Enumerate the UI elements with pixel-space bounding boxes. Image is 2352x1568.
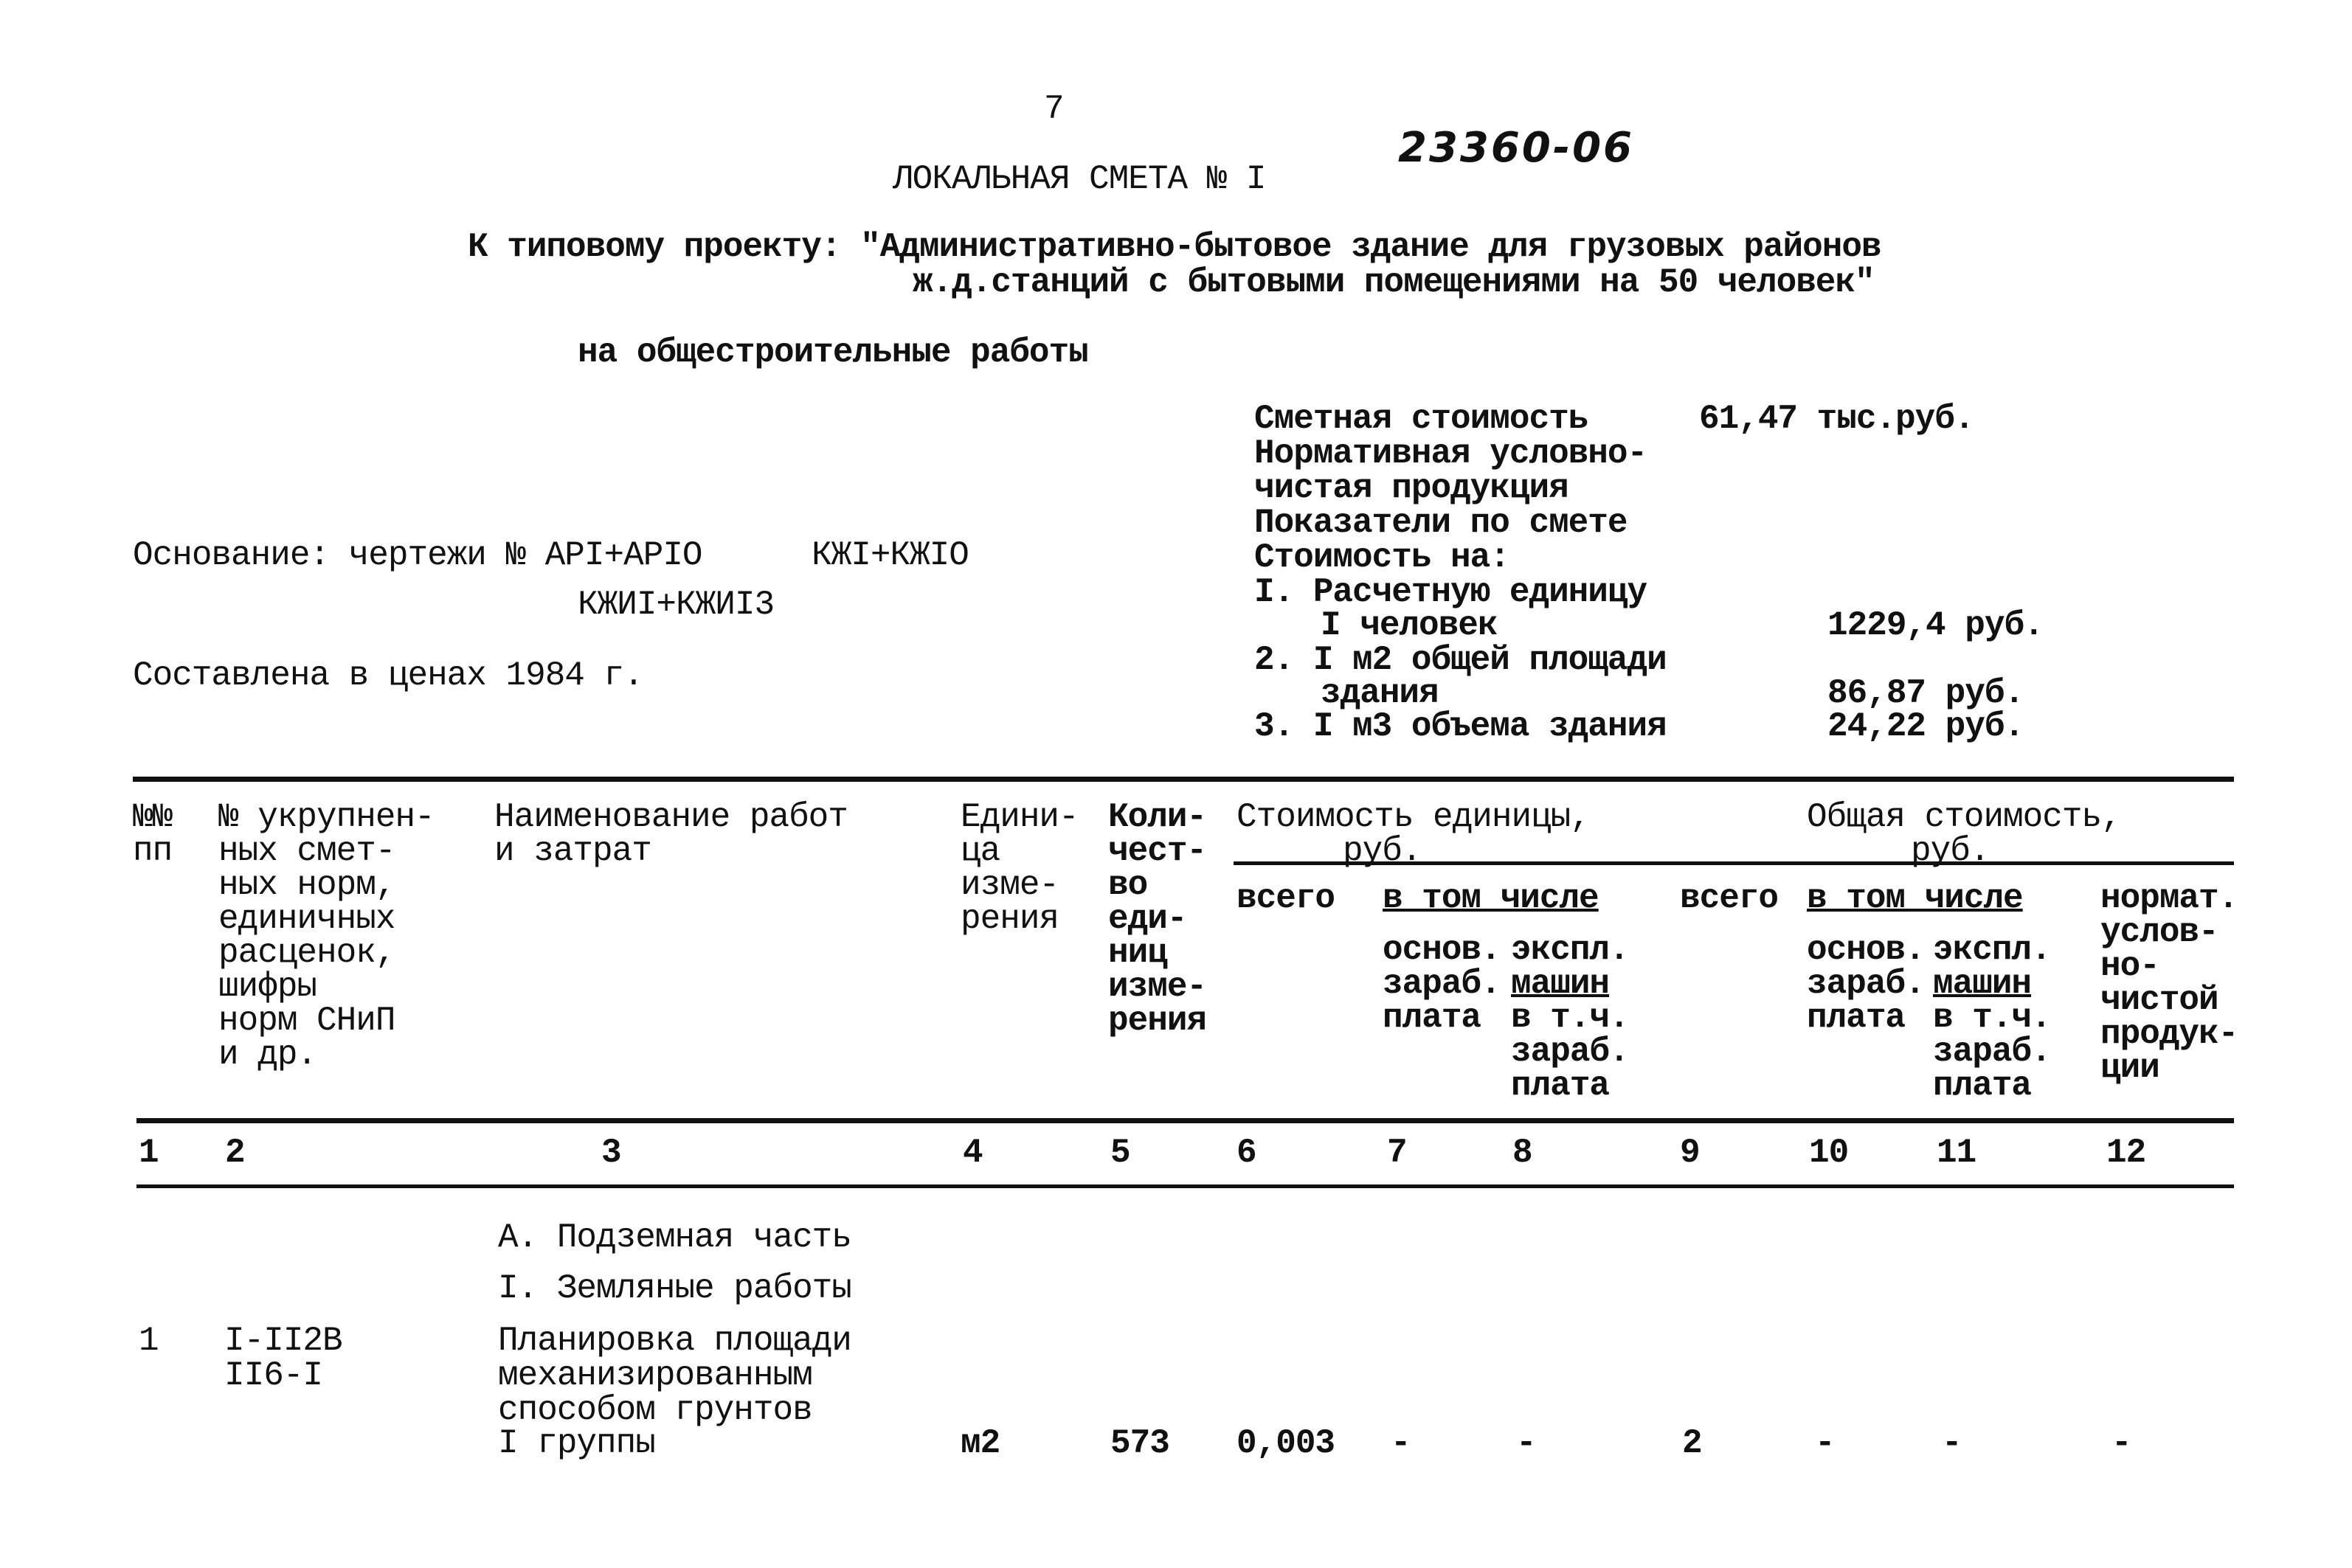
header-c8-line: плата [1511,1066,1610,1105]
header-c5-line: изме- [1108,968,1207,1006]
basis-line-2: КЖИI+КЖИI3 [578,586,775,624]
header-c4-line: рения [961,900,1059,938]
row-norm-product: - [2111,1424,2131,1463]
column-number: 2 [225,1134,245,1172]
item1-line2: I человек [1321,606,1498,645]
row-unit: м2 [961,1424,1000,1463]
header-c3-line: и затрат [494,832,651,870]
numbers-bottom-rule [136,1184,2234,1188]
header-total_cost-line: руб. [1911,832,1990,870]
header-c5-line: еди- [1108,900,1187,938]
column-number: 3 [601,1134,621,1172]
item2-line1: 2. I м2 общей площади [1254,641,1667,679]
header-c12-line: ции [2100,1049,2159,1087]
header-c2-line: шифры [218,968,317,1006]
header-total_cost-line: Общая стоимость, [1807,798,2121,836]
header-c12-line: услов- [2100,913,2218,951]
header-c5-line: рения [1108,1002,1207,1040]
header-c10_11_group-line: в том числе [1807,879,2023,917]
header-c5-line: чест- [1108,832,1207,870]
row-total-wage: - [1815,1424,1835,1463]
header-unit_cost-line: руб. [1343,832,1422,870]
cost-value: 61,47 тыс.руб. [1699,400,1974,438]
norm-line-2: чистая продукция [1254,469,1568,507]
column-number: 1 [139,1134,159,1172]
indicators-label: Показатели по смете [1254,504,1628,542]
cost-label: Сметная стоимость [1254,400,1588,438]
header-c2-line: и др. [218,1035,317,1074]
page-number: 7 [1044,90,1064,128]
header-c8-line: машин [1511,965,1610,1003]
header-c1-line: №№ [133,798,173,836]
table-top-rule [133,777,2234,782]
section-title: А. Подземная часть [498,1218,851,1257]
basis-line-1b: КЖI+КЖIО [812,536,969,575]
header-c2-line: ных смет- [218,832,395,870]
project-line-1: К типовому проекту: "Административно-бытовое здание для грузовых районов [468,228,1881,266]
header-c8-line: в т.ч. [1511,999,1629,1037]
subtitle: на общестроительные работы [578,333,1088,372]
row-total: 2 [1682,1424,1702,1463]
header-c10-line: основ. [1807,931,1925,969]
subsection-title: I. Земляные работы [498,1269,851,1308]
prices-note: Составлена в ценах 1984 г. [133,656,643,695]
cost-per-label: Стоимость на: [1254,538,1509,577]
column-number: 9 [1680,1134,1700,1172]
column-number: 7 [1387,1134,1407,1172]
column-number: 11 [1937,1134,1976,1172]
header-c7-line: зараб. [1383,965,1501,1003]
item3-value: 24,22 руб. [1827,707,2024,746]
document-title: ЛОКАЛЬНАЯ СМЕТА № I [893,160,1266,198]
row-number: 1 [139,1322,159,1360]
row-name-4: I группы [498,1424,655,1463]
header-c3-line: Наименование работ [494,798,848,836]
header-c2-line: расценок, [218,934,395,972]
norm-line-1: Нормативная условно- [1254,434,1647,473]
header-c11-line: в т.ч. [1933,999,2051,1037]
header-c10-line: зараб. [1807,965,1925,1003]
handwritten-code: 23360-06 [1398,124,1634,172]
header-c12-line: но- [2100,947,2159,985]
item1-value: 1229,4 руб. [1827,606,2044,645]
header-c11-line: машин [1933,965,2032,1003]
header-c2-line: единичных [218,900,395,938]
header-c7_8_group-line: в том числе [1383,879,1599,917]
header-c2-line: ных норм, [218,866,395,904]
header-c7-line: плата [1383,999,1481,1037]
column-number: 6 [1236,1134,1256,1172]
header-c11-line: плата [1933,1066,2032,1105]
header-c6-line: всего [1236,879,1335,917]
row-name-1: Планировка площади [498,1322,851,1360]
header-c2-line: норм СНиП [218,1002,395,1040]
header-c8-line: зараб. [1511,1033,1629,1071]
header-c12-line: нормат. [2100,879,2238,917]
row-total-machine: - [1942,1424,1962,1463]
header-c8-line: экспл. [1511,931,1629,969]
header-c4-line: ца [961,832,1000,870]
header-c5-line: во [1108,866,1148,904]
header-c9-line: всего [1680,879,1779,917]
header-c10-line: плата [1807,999,1906,1037]
column-number: 5 [1110,1134,1130,1172]
row-name-3: способом грунтов [498,1391,812,1429]
header-c11-line: зараб. [1933,1033,2051,1071]
row-name-2: механизированным [498,1356,812,1395]
column-number: 10 [1809,1134,1849,1172]
column-number: 8 [1512,1134,1532,1172]
header-c5-line: Коли- [1108,798,1207,836]
row-unit-machine: - [1516,1424,1536,1463]
header-c12-line: продук- [2100,1015,2238,1053]
row-code-1: I-II2В [224,1322,342,1360]
column-number: 4 [963,1134,983,1172]
column-number: 12 [2106,1134,2146,1172]
header-c2-line: № укрупнен- [218,798,435,836]
project-line-2: ж.д.станций с бытовыми помещениями на 50 человек" [913,263,1875,302]
header-c11-line: экспл. [1933,931,2051,969]
row-unit-wage: - [1391,1424,1411,1463]
item1-line1: I. Расчетную единицу [1254,573,1647,611]
header-c4-line: изме- [961,866,1059,904]
item3-line1: 3. I м3 объема здания [1254,707,1667,746]
header-c4-line: Едини- [961,798,1079,836]
header-unit_cost-line: Стоимость единицы, [1236,798,1590,836]
header-c12-line: чистой [2100,981,2218,1019]
row-quantity: 573 [1110,1424,1169,1463]
header-c7-line: основ. [1383,931,1501,969]
item2-value: 86,87 руб. [1827,674,2024,712]
header-c1-line: пп [133,832,173,870]
item2-line2: здания [1321,674,1439,712]
row-unit-total: 0,003 [1236,1424,1335,1463]
header-c5-line: ниц [1108,934,1167,972]
row-code-2: II6-I [224,1356,323,1395]
header-bottom-rule [136,1118,2234,1123]
basis-line-1: Основание: чертежи № АРI+АРIО [133,536,702,575]
